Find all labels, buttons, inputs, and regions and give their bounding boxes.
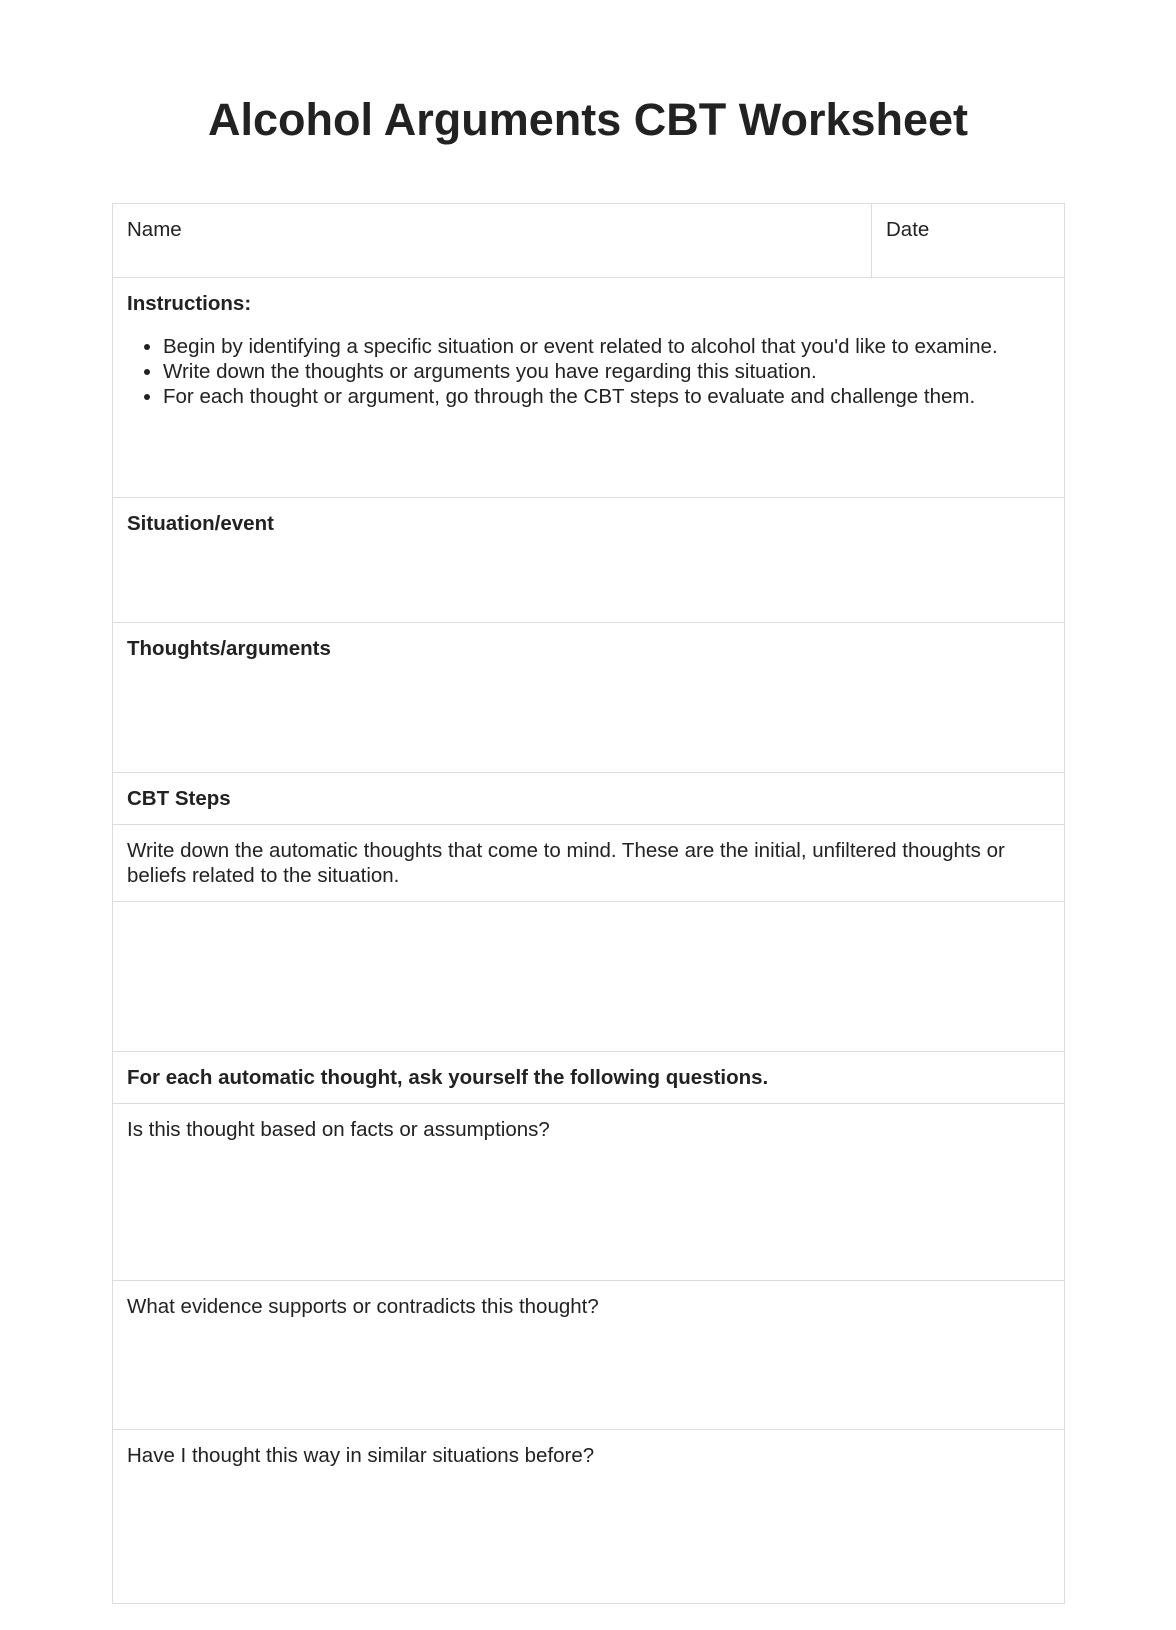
name-label: Name [127,218,182,241]
question-field[interactable]: Have I thought this way in similar situations before? [113,1430,1065,1604]
worksheet-table [112,203,1065,1604]
instruction-item: • For each thought or argument, go through the CBT steps to evaluate and challenge them. [163,384,1050,409]
instruction-item: • Write down the thoughts or arguments you have regarding this situation. [163,359,1050,384]
automatic-thoughts-prompt: Write down the automatic thoughts that come to mind. These are the initial, unfiltered thoughts or beliefs related to the situation. [113,825,1065,902]
page-title: Alcohol Arguments CBT Worksheet [207,94,969,145]
situation-field[interactable]: Situation/event [113,498,1065,623]
instructions-heading: Instructions: [127,292,252,315]
date-label: Date [886,218,930,241]
questions-heading: For each automatic thought, ask yourself the following questions. [113,1052,1065,1104]
question-field[interactable]: Is this thought based on facts or assumptions? [113,1104,1065,1281]
thoughts-field[interactable]: Thoughts/arguments [113,623,1065,773]
cbt-steps-heading: CBT Steps [113,773,1065,825]
instructions-list [127,334,1050,409]
date-field[interactable] [872,204,1065,278]
instruction-item: • Begin by identifying a specific situation or event related to alcohol that you'd like to examine. [163,334,1050,359]
question-field[interactable]: What evidence supports or contradicts this thought? [113,1281,1065,1430]
automatic-thoughts-answer[interactable] [113,902,1065,1052]
name-field[interactable] [113,204,872,278]
instructions-section [113,278,1065,498]
